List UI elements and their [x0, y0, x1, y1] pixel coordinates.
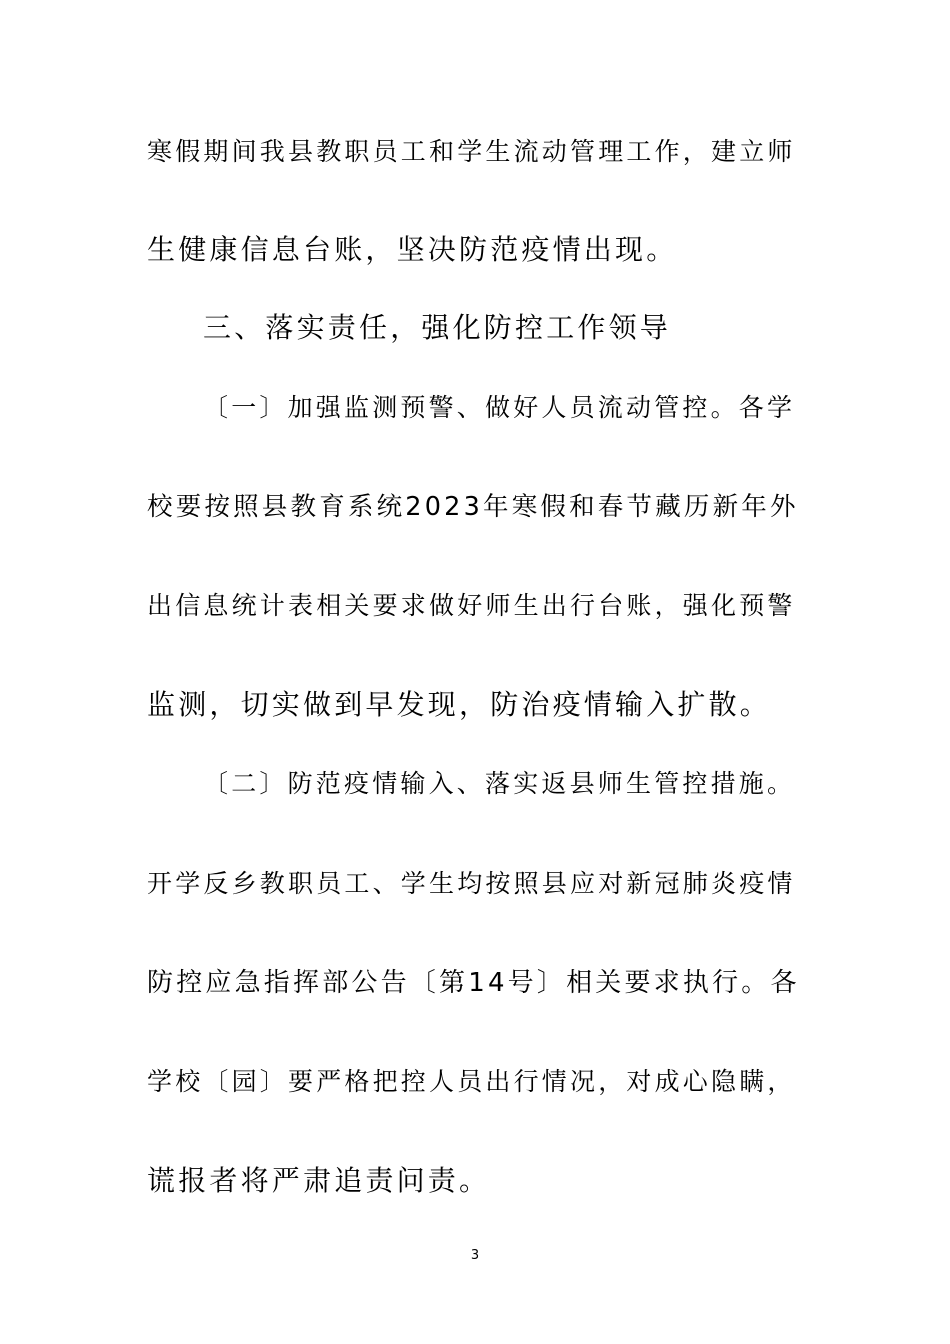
- subsection-heading: 〔一〕加强监测预警、做好人员流动管控。各学: [203, 393, 796, 422]
- page-number: 3: [470, 1248, 480, 1263]
- body-text-line: 出信息统计表相关要求做好师生出行台账，强化预警: [147, 591, 796, 620]
- body-text-line: 寒假期间我县教职员工和学生流动管理工作，建立师: [147, 137, 796, 166]
- body-text-line: 校要按照县教育系统2023年寒假和春节藏历新年外: [147, 492, 799, 522]
- body-text-line: 生健康信息台账，坚决防范疫情出现。: [147, 233, 678, 266]
- body-text-line: 谎报者将严肃追责问责。: [147, 1164, 491, 1197]
- subsection-heading: 〔二〕防范疫情输入、落实返县师生管控措施。: [203, 769, 796, 798]
- body-text-line: 防控应急指挥部公告〔第14号〕相关要求执行。各: [147, 968, 800, 998]
- body-text-line: 开学反乡教职员工、学生均按照县应对新冠肺炎疫情: [147, 869, 796, 898]
- body-text-line: 学校〔园〕要严格把控人员出行情况，对成心隐瞒，: [147, 1067, 796, 1096]
- body-text-line: 监测，切实做到早发现，防治疫情输入扩散。: [147, 688, 772, 721]
- section-heading: 三、落实责任，强化防控工作领导: [203, 311, 672, 344]
